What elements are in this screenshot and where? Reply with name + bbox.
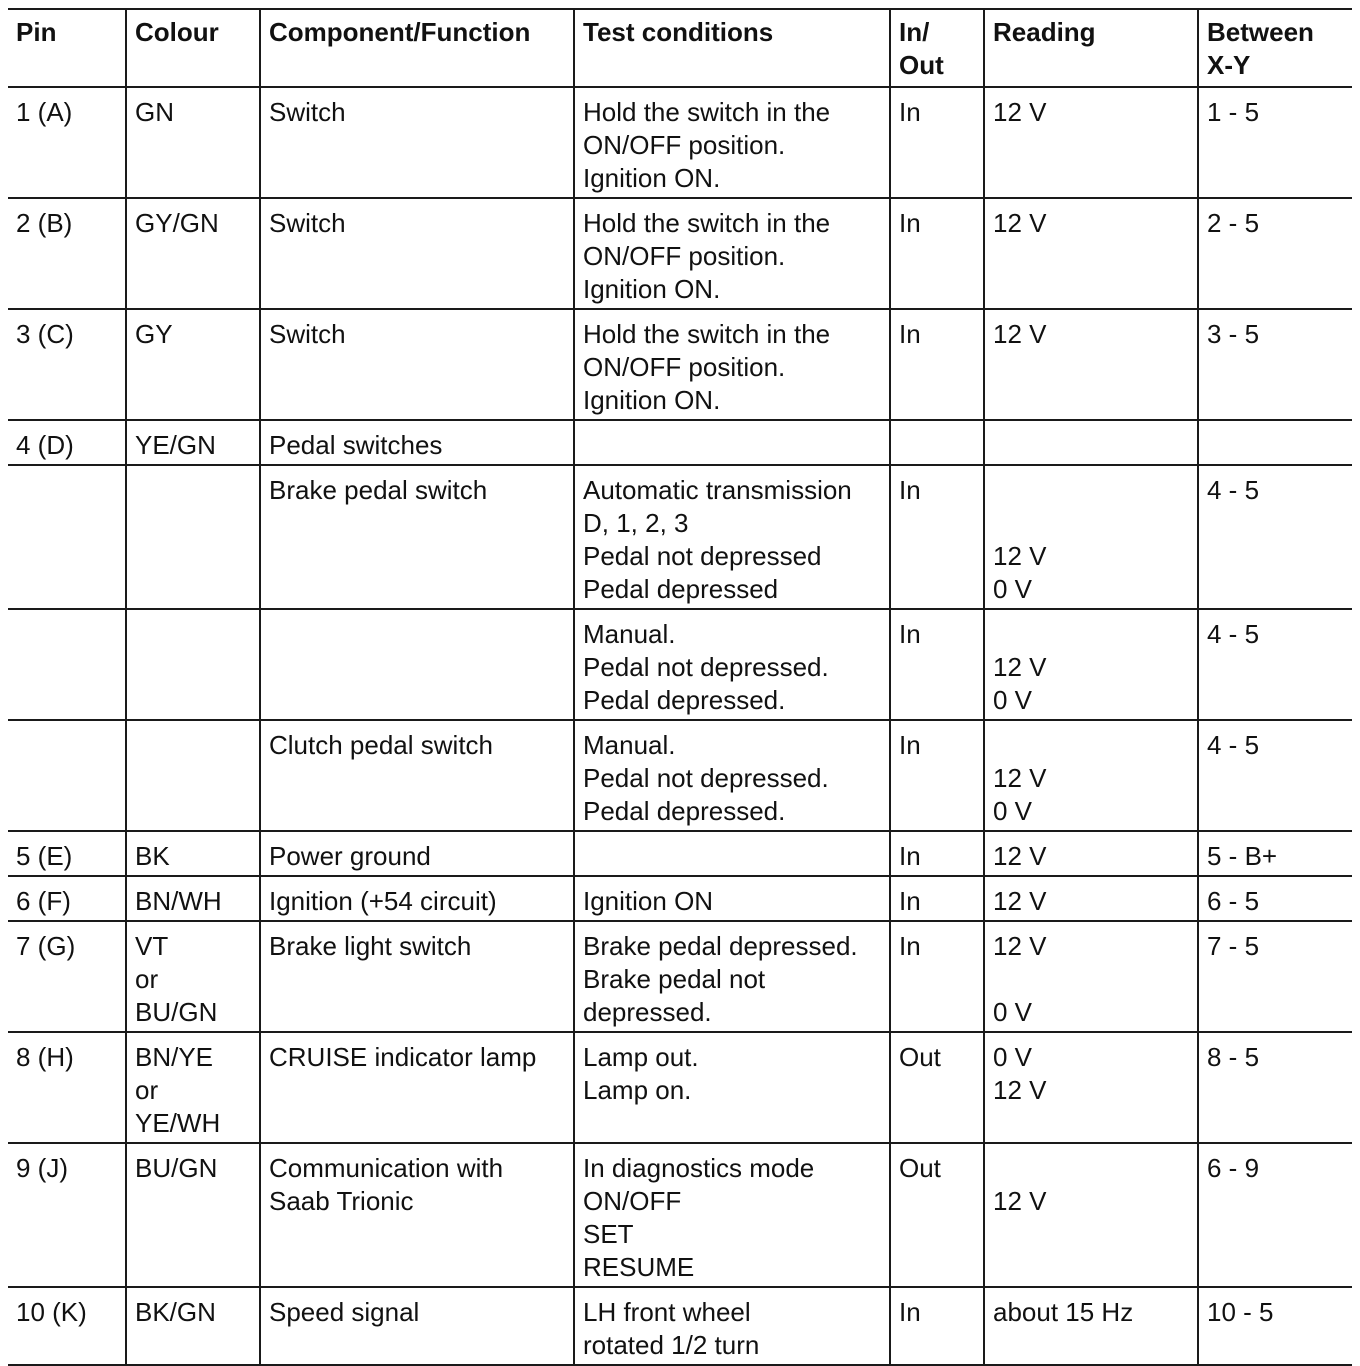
cell-component <box>260 465 574 609</box>
cell-reading <box>984 198 1198 309</box>
cell-in-out <box>890 609 984 720</box>
cell-colour-line: GY <box>135 319 173 349</box>
cell-in-out <box>890 921 984 1032</box>
cell-reading-line: 0 V <box>993 796 1033 826</box>
cell-reading-line: 0 V <box>993 574 1033 604</box>
cell-between-text: 4 - 5 <box>1207 730 1260 760</box>
cell-between <box>1198 198 1352 309</box>
table-row <box>8 198 1352 309</box>
cell-component-line: Ignition (+54 circuit) <box>269 886 497 916</box>
header-reading: Reading <box>984 9 1198 87</box>
cell-colour <box>126 831 260 876</box>
table-row <box>8 876 1352 921</box>
cell-in-out-text: In <box>899 886 921 916</box>
cell-between-text: 8 - 5 <box>1207 1042 1260 1072</box>
cell-pin-text: 1 (A) <box>16 97 73 127</box>
cell-colour <box>126 420 260 465</box>
cell-test-conditions-line: Pedal not depressed <box>583 541 822 571</box>
cell-in-out-text: In <box>899 208 921 238</box>
cell-component <box>260 420 574 465</box>
cell-between-text: 4 - 5 <box>1207 619 1260 649</box>
cell-pin <box>8 720 126 831</box>
cell-between <box>1198 876 1352 921</box>
cell-reading <box>984 87 1198 198</box>
cell-component <box>260 831 574 876</box>
cell-component-line: Clutch pedal switch <box>269 730 493 760</box>
cell-colour <box>126 465 260 609</box>
cell-in-out <box>890 831 984 876</box>
cell-reading-line: 12 V <box>993 886 1047 916</box>
cell-between <box>1198 831 1352 876</box>
cell-reading-line: 0 V <box>993 1042 1033 1072</box>
cell-between-text: 5 - B+ <box>1207 841 1278 871</box>
cell-in-out <box>890 1287 984 1365</box>
cell-test-conditions-line: Ignition ON. <box>583 163 721 193</box>
cell-test-conditions <box>574 609 890 720</box>
cell-reading <box>984 1143 1198 1287</box>
cell-component <box>260 1032 574 1143</box>
cell-colour <box>126 309 260 420</box>
cell-test-conditions-line: Ignition ON. <box>583 274 721 304</box>
cell-between <box>1198 309 1352 420</box>
cell-between-text: 10 - 5 <box>1207 1297 1274 1327</box>
cell-reading <box>984 720 1198 831</box>
cell-reading <box>984 1032 1198 1143</box>
cell-in-out-text: In <box>899 619 921 649</box>
cell-reading-line: 12 V <box>993 541 1047 571</box>
cell-pin <box>8 831 126 876</box>
cell-test-conditions-line: Ignition ON. <box>583 385 721 415</box>
cell-test-conditions-line: ON/OFF position. <box>583 352 786 382</box>
cell-component-line: Switch <box>269 208 346 238</box>
header-test-conditions: Test conditions <box>574 9 890 87</box>
cell-component <box>260 1287 574 1365</box>
cell-reading <box>984 309 1198 420</box>
cell-in-out-text: In <box>899 841 921 871</box>
cell-in-out-text: In <box>899 931 921 961</box>
cell-between-text: 3 - 5 <box>1207 319 1260 349</box>
cell-reading <box>984 1287 1198 1365</box>
cell-colour <box>126 609 260 720</box>
cell-component <box>260 720 574 831</box>
cell-test-conditions-line: Ignition ON <box>583 886 714 916</box>
cell-component-line: Speed signal <box>269 1297 420 1327</box>
cell-pin-text: 2 (B) <box>16 208 73 238</box>
cell-test-conditions <box>574 921 890 1032</box>
header-between: Between X-Y <box>1198 9 1352 87</box>
cell-reading <box>984 420 1198 465</box>
cell-colour <box>126 720 260 831</box>
table-row <box>8 87 1352 198</box>
header-in-out: In/ Out <box>890 9 984 87</box>
cell-component <box>260 1143 574 1287</box>
header-colour: Colour <box>126 9 260 87</box>
cell-in-out <box>890 420 984 465</box>
cell-reading-line: 12 V <box>993 652 1047 682</box>
cell-test-conditions-line: depressed. <box>583 997 712 1027</box>
cell-reading-line <box>993 1152 1191 1185</box>
cell-colour-line: BN/WH <box>135 886 222 916</box>
cell-component <box>260 876 574 921</box>
cell-reading-line: about 15 Hz <box>993 1297 1134 1327</box>
cell-between <box>1198 609 1352 720</box>
cell-test-conditions-line: ON/OFF position. <box>583 130 786 160</box>
cell-component <box>260 309 574 420</box>
cell-test-conditions-line: SET <box>583 1219 634 1249</box>
cell-pin-text: 6 (F) <box>16 886 71 916</box>
cell-in-out <box>890 87 984 198</box>
cell-test-conditions <box>574 420 890 465</box>
cell-between <box>1198 1032 1352 1143</box>
cell-in-out-text: In <box>899 319 921 349</box>
cell-test-conditions-line: Lamp on. <box>583 1075 692 1105</box>
cell-test-conditions-line: Manual. <box>583 730 676 760</box>
cell-test-conditions-line: Lamp out. <box>583 1042 699 1072</box>
cell-in-out-text: In <box>899 475 921 505</box>
cell-test-conditions-line: Pedal depressed <box>583 574 779 604</box>
cell-component-line: Switch <box>269 319 346 349</box>
cell-in-out <box>890 720 984 831</box>
cell-colour <box>126 1032 260 1143</box>
cell-component <box>260 609 574 720</box>
cell-test-conditions-line: Pedal not depressed. <box>583 763 829 793</box>
cell-pin <box>8 609 126 720</box>
cell-test-conditions-line: Automatic transmission <box>583 475 852 505</box>
cell-test-conditions <box>574 309 890 420</box>
cell-test-conditions-line: ON/OFF position. <box>583 241 786 271</box>
cell-pin-text: 5 (E) <box>16 841 73 871</box>
cell-colour-line: VT <box>135 931 169 961</box>
cell-colour-line: GY/GN <box>135 208 219 238</box>
cell-colour <box>126 1287 260 1365</box>
cell-between <box>1198 1143 1352 1287</box>
cell-reading <box>984 921 1198 1032</box>
cell-reading-line <box>993 729 1191 762</box>
cell-in-out-text: In <box>899 97 921 127</box>
cell-pin-text: 3 (C) <box>16 319 74 349</box>
cell-colour-line: BU/GN <box>135 997 218 1027</box>
header-pin: Pin <box>8 9 126 87</box>
cell-reading-line <box>993 474 1191 507</box>
pin-test-table-container <box>8 8 1352 1366</box>
cell-pin-text: 10 (K) <box>16 1297 87 1327</box>
cell-reading-line: 12 V <box>993 841 1047 871</box>
cell-reading-line <box>993 507 1191 540</box>
cell-test-conditions <box>574 720 890 831</box>
table-body <box>8 87 1352 1365</box>
cell-reading <box>984 831 1198 876</box>
cell-colour <box>126 1143 260 1287</box>
cell-in-out-text: Out <box>899 1042 941 1072</box>
cell-pin <box>8 198 126 309</box>
cell-between <box>1198 87 1352 198</box>
cell-between <box>1198 420 1352 465</box>
cell-reading <box>984 609 1198 720</box>
cell-colour-line: YE/WH <box>135 1108 221 1138</box>
cell-test-conditions-line: Brake pedal depressed. <box>583 931 858 961</box>
cell-between <box>1198 720 1352 831</box>
cell-in-out-text: In <box>899 1297 921 1327</box>
cell-component <box>260 921 574 1032</box>
cell-test-conditions-line: Hold the switch in the <box>583 319 831 349</box>
cell-pin-text: 8 (H) <box>16 1042 74 1072</box>
header-component: Component/Function <box>260 9 574 87</box>
cell-reading-line: 12 V <box>993 1186 1047 1216</box>
cell-colour-line: YE/GN <box>135 430 216 460</box>
cell-in-out <box>890 198 984 309</box>
cell-reading-line: 0 V <box>993 685 1033 715</box>
cell-test-conditions-line: In diagnostics mode <box>583 1153 815 1183</box>
cell-colour-line: BK <box>135 841 170 871</box>
cell-component-line: Saab Trionic <box>269 1186 414 1216</box>
table-row <box>8 921 1352 1032</box>
cell-test-conditions <box>574 876 890 921</box>
cell-in-out <box>890 876 984 921</box>
table-row <box>8 465 1352 609</box>
cell-reading-line: 12 V <box>993 763 1047 793</box>
cell-colour-line: or <box>135 1075 159 1105</box>
cell-component-line: Power ground <box>269 841 431 871</box>
cell-pin-text: 7 (G) <box>16 931 76 961</box>
cell-test-conditions-line: Hold the switch in the <box>583 208 831 238</box>
cell-colour-line: BU/GN <box>135 1153 218 1183</box>
cell-between-text: 6 - 9 <box>1207 1153 1260 1183</box>
cell-test-conditions-line: Brake pedal not <box>583 964 766 994</box>
header-row <box>8 9 1352 87</box>
cell-test-conditions-line: Pedal not depressed. <box>583 652 829 682</box>
cell-in-out <box>890 465 984 609</box>
cell-reading-line: 12 V <box>993 931 1047 961</box>
cell-test-conditions <box>574 831 890 876</box>
cell-in-out <box>890 309 984 420</box>
table-row <box>8 831 1352 876</box>
cell-component-line: Brake pedal switch <box>269 475 488 505</box>
cell-component <box>260 198 574 309</box>
cell-pin-text: 4 (D) <box>16 430 74 460</box>
cell-colour <box>126 876 260 921</box>
cell-pin <box>8 309 126 420</box>
table-row <box>8 720 1352 831</box>
cell-pin <box>8 465 126 609</box>
cell-pin <box>8 420 126 465</box>
cell-pin <box>8 87 126 198</box>
cell-between <box>1198 1287 1352 1365</box>
cell-component-line: Brake light switch <box>269 931 472 961</box>
cell-test-conditions-line: D, 1, 2, 3 <box>583 508 689 538</box>
cell-between-text: 6 - 5 <box>1207 886 1260 916</box>
cell-in-out-text: In <box>899 730 921 760</box>
cell-test-conditions-line: RESUME <box>583 1252 695 1282</box>
cell-component-line: Switch <box>269 97 346 127</box>
cell-test-conditions-line: rotated 1/2 turn <box>583 1330 760 1360</box>
cell-component-line: CRUISE indicator lamp <box>269 1042 537 1072</box>
cell-between <box>1198 465 1352 609</box>
cell-colour <box>126 87 260 198</box>
cell-test-conditions-line: Pedal depressed. <box>583 685 786 715</box>
cell-between-text: 7 - 5 <box>1207 931 1260 961</box>
cell-pin-text: 9 (J) <box>16 1153 68 1183</box>
cell-component-line: Communication with <box>269 1153 504 1183</box>
cell-in-out <box>890 1032 984 1143</box>
cell-reading-line <box>993 963 1191 996</box>
cell-colour <box>126 198 260 309</box>
table-row <box>8 609 1352 720</box>
cell-between <box>1198 921 1352 1032</box>
cell-test-conditions-line: Hold the switch in the <box>583 97 831 127</box>
cell-reading-line: 0 V <box>993 997 1033 1027</box>
table-row <box>8 1032 1352 1143</box>
cell-test-conditions <box>574 198 890 309</box>
cell-test-conditions-line: ON/OFF <box>583 1186 682 1216</box>
cell-pin <box>8 1032 126 1143</box>
cell-reading-line: 12 V <box>993 319 1047 349</box>
cell-colour-line: BK/GN <box>135 1297 216 1327</box>
cell-colour-line: GN <box>135 97 174 127</box>
cell-test-conditions-line: LH front wheel <box>583 1297 751 1327</box>
cell-test-conditions <box>574 1287 890 1365</box>
pin-test-table <box>8 8 1352 1366</box>
cell-reading-line: 12 V <box>993 1075 1047 1105</box>
cell-reading-line: 12 V <box>993 208 1047 238</box>
cell-in-out <box>890 1143 984 1287</box>
cell-component-line: Pedal switches <box>269 430 443 460</box>
cell-colour-line: BN/YE <box>135 1042 214 1072</box>
cell-in-out-text: Out <box>899 1153 941 1183</box>
cell-colour <box>126 921 260 1032</box>
cell-reading <box>984 876 1198 921</box>
cell-between-text: 1 - 5 <box>1207 97 1260 127</box>
cell-reading <box>984 465 1198 609</box>
cell-test-conditions <box>574 87 890 198</box>
cell-test-conditions-line: Pedal depressed. <box>583 796 786 826</box>
cell-between-text: 4 - 5 <box>1207 475 1260 505</box>
cell-pin <box>8 876 126 921</box>
cell-test-conditions <box>574 1143 890 1287</box>
cell-reading-line: 12 V <box>993 97 1047 127</box>
cell-pin <box>8 1287 126 1365</box>
cell-between-text: 2 - 5 <box>1207 208 1260 238</box>
cell-test-conditions-line: Manual. <box>583 619 676 649</box>
cell-component <box>260 87 574 198</box>
cell-reading-line <box>993 618 1191 651</box>
table-row <box>8 420 1352 465</box>
cell-test-conditions <box>574 465 890 609</box>
table-row <box>8 1143 1352 1287</box>
table-header <box>8 9 1352 87</box>
table-row <box>8 309 1352 420</box>
cell-test-conditions <box>574 1032 890 1143</box>
cell-colour-line: or <box>135 964 159 994</box>
cell-pin <box>8 921 126 1032</box>
cell-pin <box>8 1143 126 1287</box>
table-row <box>8 1287 1352 1365</box>
